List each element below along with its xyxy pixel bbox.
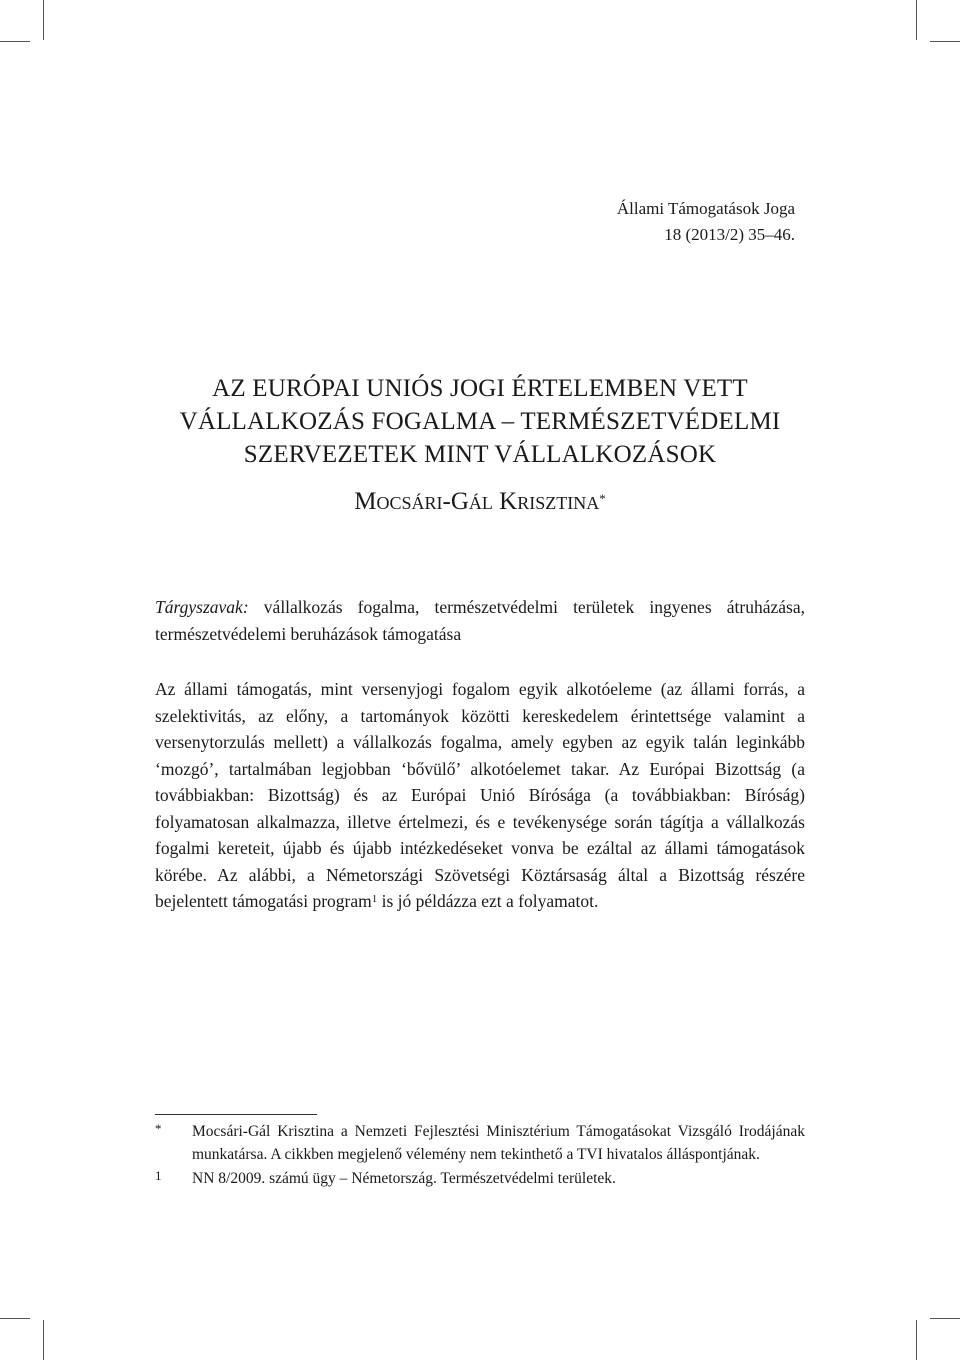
body-paragraph: [155, 676, 805, 915]
author-name: Mocsári-Gál Krisztina: [354, 488, 600, 515]
title-line: AZ EURÓPAI UNIÓS JOGI ÉRTELEMBEN VETT: [212, 375, 748, 402]
footnote-reference: 1: [371, 893, 378, 905]
crop-mark-bottom-right-horizontal: [930, 1318, 960, 1319]
body-text-part2: is jó példázza ezt a folyamatot.: [377, 891, 599, 911]
crop-mark-bottom-left-horizontal: [0, 1318, 30, 1319]
keywords-paragraph: [155, 594, 805, 647]
crop-mark-bottom-left-vertical: [43, 1320, 44, 1360]
article-title: [155, 372, 805, 471]
footnote-mark: 1: [155, 1168, 162, 1183]
journal-header: [617, 196, 795, 248]
footnote-text: NN 8/2009. számú ügy – Németország. Természetvédelmi területek.: [192, 1170, 616, 1187]
author-line: [155, 485, 805, 519]
crop-mark-top-right-vertical: [916, 0, 917, 40]
crop-mark-top-left-horizontal: [0, 41, 30, 42]
crop-mark-top-left-vertical: [43, 0, 44, 40]
keywords-label: Tárgyszavak:: [155, 597, 249, 617]
footnote: [155, 1121, 805, 1166]
footnote-mark: *: [155, 1121, 162, 1136]
author-footnote-mark: *: [599, 491, 606, 506]
footnote-divider: [155, 1114, 317, 1115]
crop-mark-top-right-horizontal: [930, 41, 960, 42]
keywords-text: vállalkozás fogalma, természetvédelmi területek ingyenes átruházása, természetvédelemi beruházások támogatása: [155, 597, 805, 644]
footnotes: [155, 1121, 805, 1193]
footnote: [155, 1168, 805, 1191]
title-line: SZERVEZETEK MINT VÁLLALKOZÁSOK: [243, 441, 717, 468]
journal-name: Állami Támogatások Joga: [616, 199, 795, 218]
crop-mark-bottom-right-vertical: [916, 1320, 917, 1360]
journal-issue: 18 (2013/2) 35–46.: [664, 225, 795, 244]
title-line: VÁLLALKOZÁS FOGALMA – TERMÉSZETVÉDELMI: [179, 408, 781, 435]
footnote-text: Mocsári-Gál Krisztina a Nemzeti Fejlesztési Minisztérium Támogatásokat Vizsgáló Irodájának munkatársa. A cikkben megjelenő vélemény nem tekinthető a TVI hivatalos álláspontjának.: [192, 1123, 805, 1163]
body-text-part1: Az állami támogatás, mint versenyjogi fogalom egyik alkotóeleme (az állami forrás, a szelektivitás, az előny, a tartományok közötti kereskedelem érintettsége valamint a versenytorzulás mellett) a vállalkozás fogalma, amely egyben az egyik talán leginkább ‘mozgó’, tartalmában legjobban ‘bővülő’ alkotóelemet takar. Az Európai Bizottság (a továbbiakban: Bizottság) és az Európai Unió Bírósága (a továbbiakban: Bíróság) folyamatosan alkalmazza, illetve értelmezi, és e tevékenysége során tágítja a vállalkozás fogalmi kereteit, újabb és újabb intézkedéseket vonva be ezáltal az állami támogatások körébe. Az alábbi, a Németországi Szövetségi Köztársaság által a Bizottság részére bejelentett támogatási program: [155, 679, 805, 911]
